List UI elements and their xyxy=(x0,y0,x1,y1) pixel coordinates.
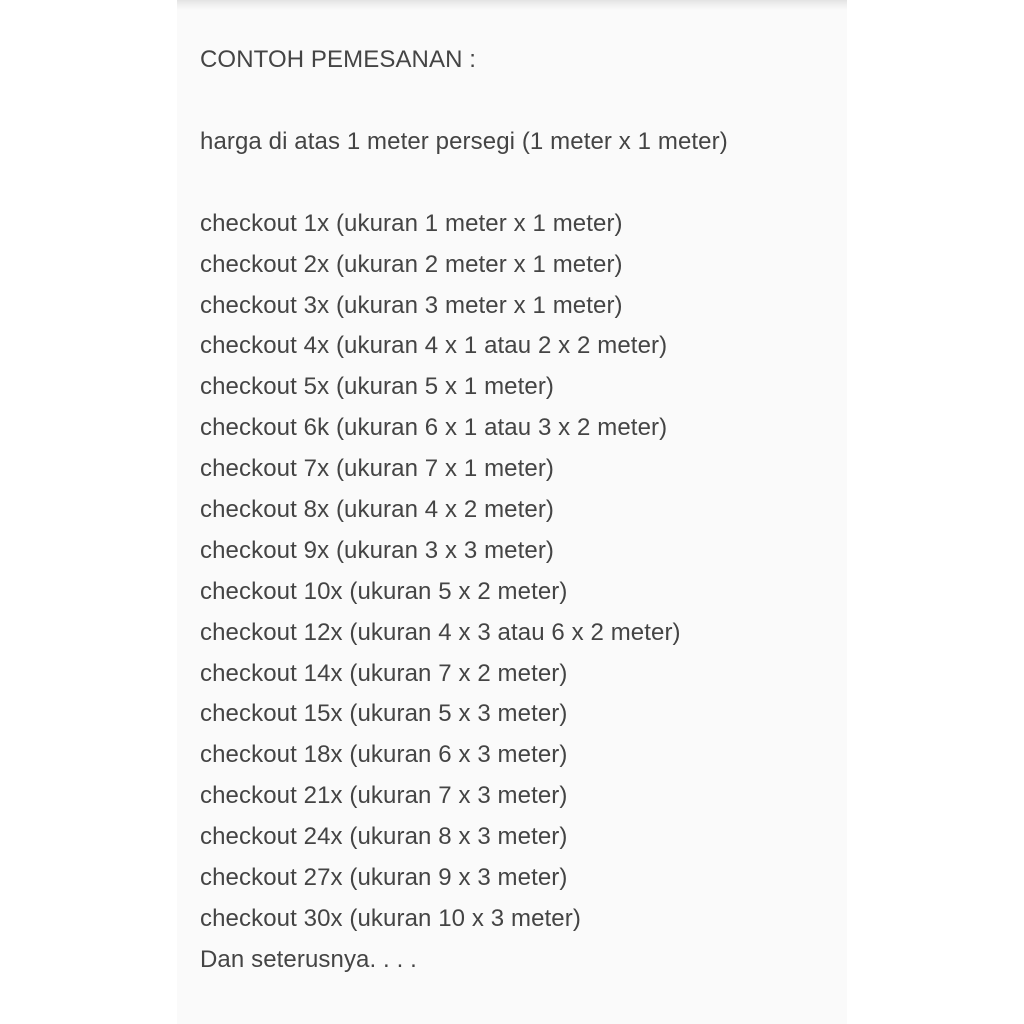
checkout-line: checkout 27x (ukuran 9 x 3 meter) xyxy=(200,864,568,892)
checkout-line: checkout 30x (ukuran 10 x 3 meter) xyxy=(200,904,581,932)
price-note: harga di atas 1 meter persegi (1 meter x 1 meter) xyxy=(200,127,728,155)
checkout-line: checkout 4x (ukuran 4 x 1 atau 2 x 2 meter) xyxy=(200,332,668,360)
checkout-line: checkout 2x (ukuran 2 meter x 1 meter) xyxy=(200,250,623,278)
checkout-line: checkout 21x (ukuran 7 x 3 meter) xyxy=(200,782,568,810)
checkout-line: checkout 5x (ukuran 5 x 1 meter) xyxy=(200,373,555,401)
checkout-line: checkout 10x (ukuran 5 x 2 meter) xyxy=(200,577,568,605)
checkout-line: checkout 8x (ukuran 4 x 2 meter) xyxy=(200,496,555,524)
description-text xyxy=(200,40,840,981)
checkout-line: checkout 24x (ukuran 8 x 3 meter) xyxy=(200,823,568,851)
checkout-line: checkout 3x (ukuran 3 meter x 1 meter) xyxy=(200,291,623,319)
checkout-line: checkout 1x (ukuran 1 meter x 1 meter) xyxy=(200,209,623,237)
checkout-line: checkout 15x (ukuran 5 x 3 meter) xyxy=(200,700,568,728)
description-panel xyxy=(177,0,847,1024)
checkout-line: checkout 6k (ukuran 6 x 1 atau 3 x 2 meter) xyxy=(200,414,668,442)
checkout-line: checkout 18x (ukuran 6 x 3 meter) xyxy=(200,741,568,769)
blank-line xyxy=(200,81,840,122)
order-example-heading: CONTOH PEMESANAN : xyxy=(200,46,477,73)
checkout-line: checkout 7x (ukuran 7 x 1 meter) xyxy=(200,455,555,483)
blank-line xyxy=(200,163,840,204)
closing-line: Dan seterusnya. . . . xyxy=(200,945,417,973)
checkout-line: checkout 14x (ukuran 7 x 2 meter) xyxy=(200,659,568,687)
checkout-line: checkout 12x (ukuran 4 x 3 atau 6 x 2 meter) xyxy=(200,618,681,646)
panel-top-shadow xyxy=(177,0,847,10)
checkout-line: checkout 9x (ukuran 3 x 3 meter) xyxy=(200,536,555,564)
